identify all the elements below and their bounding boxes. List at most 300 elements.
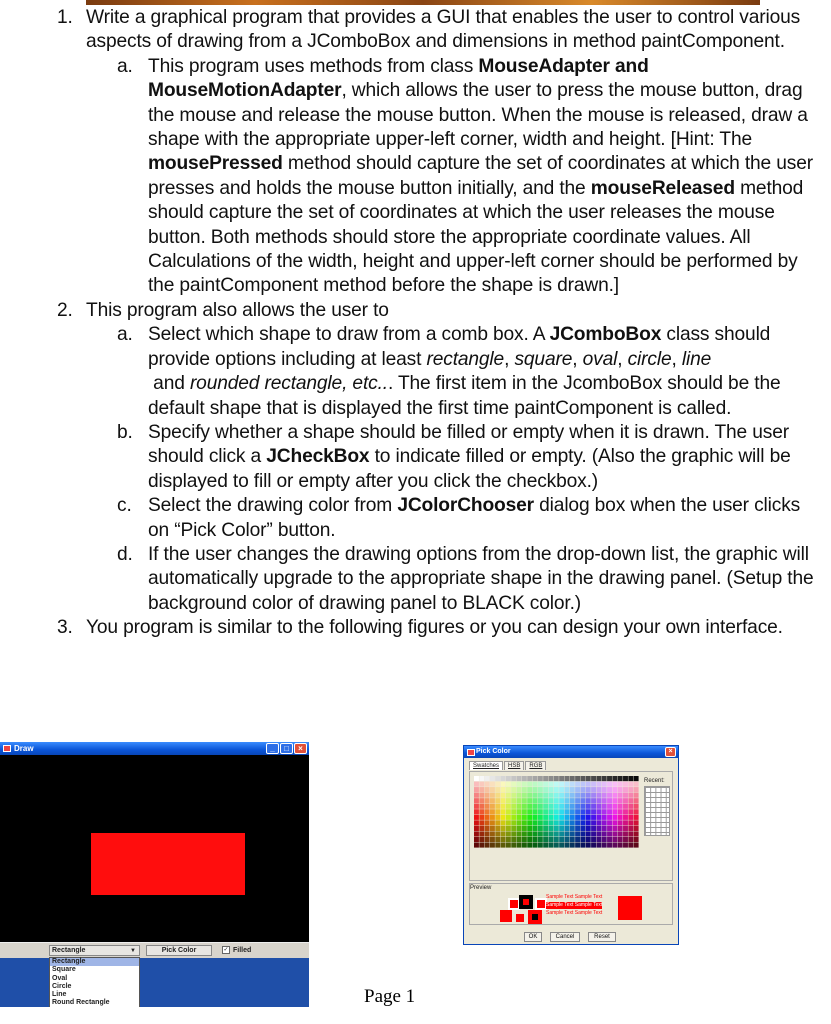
tab-rgb[interactable]: RGB bbox=[525, 761, 546, 770]
swatch-cell bbox=[596, 837, 601, 842]
swatch-cell bbox=[559, 776, 564, 781]
swatch-cell bbox=[618, 831, 623, 836]
swatch-cell bbox=[586, 837, 591, 842]
recent-swatch-grid[interactable] bbox=[644, 786, 670, 836]
swatch-cell bbox=[591, 787, 596, 792]
swatch-cell bbox=[607, 787, 612, 792]
swatch-cell bbox=[602, 798, 607, 803]
swatch-cell bbox=[612, 837, 617, 842]
swatch-cell bbox=[495, 826, 500, 831]
swatch-cell bbox=[533, 831, 538, 836]
swatch-cell bbox=[580, 804, 585, 809]
swatch-cell bbox=[538, 787, 543, 792]
swatch-cell bbox=[634, 782, 639, 787]
swatch-cell bbox=[628, 831, 633, 836]
swatch-cell bbox=[623, 798, 628, 803]
swatch-cell bbox=[554, 820, 559, 825]
swatch-cell bbox=[549, 798, 554, 803]
swatch-cell bbox=[628, 809, 633, 814]
swatch-cell bbox=[522, 826, 527, 831]
swatch-cell bbox=[538, 809, 543, 814]
swatch-cell bbox=[623, 793, 628, 798]
swatch-cell bbox=[474, 837, 479, 842]
swatch-cell bbox=[559, 842, 564, 847]
swatch-cell bbox=[549, 804, 554, 809]
swatch-cell bbox=[554, 837, 559, 842]
swatch-cell bbox=[580, 815, 585, 820]
swatch-cell bbox=[634, 831, 639, 836]
swatch-cell bbox=[623, 809, 628, 814]
sub-text: method should capture the set of coordinates at which the user releases the mouse button. Both methods should store the appropriate coordinate values. All Calculations of the width, height and upper-left corner should be performed by the paintComponent method before the shape is drawn.] bbox=[148, 177, 804, 297]
close-icon[interactable]: × bbox=[294, 743, 307, 754]
preview-swatch bbox=[516, 914, 524, 922]
swatch-cell bbox=[522, 815, 527, 820]
swatch-cell bbox=[602, 793, 607, 798]
swatch-cell bbox=[517, 782, 522, 787]
swatch-cell bbox=[586, 798, 591, 803]
swatch-cell bbox=[474, 798, 479, 803]
swatch-cell bbox=[474, 782, 479, 787]
swatch-cell bbox=[575, 798, 580, 803]
list-item-3 bbox=[0, 616, 831, 640]
app-icon bbox=[467, 749, 475, 756]
swatch-cell bbox=[501, 804, 506, 809]
swatch-cell bbox=[485, 837, 490, 842]
swatch-cell bbox=[474, 804, 479, 809]
maximize-icon[interactable]: □ bbox=[280, 743, 293, 754]
swatch-cell bbox=[575, 776, 580, 781]
swatch-cell bbox=[511, 798, 516, 803]
swatch-cell bbox=[559, 809, 564, 814]
swatch-cell bbox=[602, 831, 607, 836]
swatch-cell bbox=[596, 798, 601, 803]
swatch-cell bbox=[533, 809, 538, 814]
swatch-cell bbox=[522, 809, 527, 814]
combo-value: Rectangle bbox=[52, 947, 86, 954]
swatch-cell bbox=[495, 798, 500, 803]
swatch-cell bbox=[485, 815, 490, 820]
swatch-cell bbox=[602, 842, 607, 847]
sub-letter: b. bbox=[117, 421, 133, 443]
swatch-cell bbox=[511, 804, 516, 809]
swatch-cell bbox=[474, 793, 479, 798]
swatch-cell bbox=[533, 837, 538, 842]
desktop-background bbox=[0, 958, 309, 1007]
swatch-cell bbox=[580, 826, 585, 831]
swatch-cell bbox=[607, 842, 612, 847]
swatch-cell bbox=[618, 782, 623, 787]
sub-letter: d. bbox=[117, 543, 133, 565]
swatch-cell bbox=[506, 798, 511, 803]
swatch-cell bbox=[564, 809, 569, 814]
swatch-cell bbox=[570, 798, 575, 803]
swatch-cell bbox=[612, 787, 617, 792]
sub-text: , which allows the user to press the mouse button, drag the mouse and release the mouse button. When the mouse is released, draw a shape with the appropriate upper-left corner, width and height. [Hint: The bbox=[148, 80, 808, 151]
dropdown-option[interactable]: Line bbox=[52, 991, 67, 999]
document-body bbox=[0, 6, 831, 641]
swatch-cell bbox=[543, 787, 548, 792]
swatch-cell bbox=[538, 776, 543, 781]
swatch-cell bbox=[479, 804, 484, 809]
swatch-cell bbox=[511, 820, 516, 825]
swatch-cell bbox=[554, 842, 559, 847]
swatch-cell bbox=[511, 831, 516, 836]
swatch-cell bbox=[591, 842, 596, 847]
swatch-cell bbox=[623, 837, 628, 842]
sub-text: class should provide options including at least bbox=[148, 324, 771, 370]
sub-text: This program uses methods from class bbox=[148, 55, 479, 77]
swatch-cell bbox=[554, 776, 559, 781]
swatch-cell bbox=[517, 809, 522, 814]
swatch-cell bbox=[522, 820, 527, 825]
swatch-cell bbox=[564, 837, 569, 842]
swatch-cell bbox=[634, 815, 639, 820]
swatch-cell bbox=[527, 809, 532, 814]
app-icon bbox=[3, 745, 11, 752]
swatch-cell bbox=[575, 815, 580, 820]
swatch-cell bbox=[564, 776, 569, 781]
swatch-cell bbox=[628, 842, 633, 847]
swatch-cell bbox=[623, 842, 628, 847]
swatch-cell bbox=[522, 787, 527, 792]
swatch-cell bbox=[501, 787, 506, 792]
pick-color-button[interactable]: Pick Color bbox=[146, 945, 212, 956]
sub-item-2d bbox=[0, 543, 831, 616]
filled-checkbox[interactable]: ✓ bbox=[223, 947, 229, 953]
swatch-cell bbox=[543, 831, 548, 836]
swatch-cell bbox=[527, 831, 532, 836]
bold-term: JComboBox bbox=[549, 324, 662, 346]
swatch-cell bbox=[575, 782, 580, 787]
swatch-cell bbox=[495, 815, 500, 820]
swatch-cell bbox=[527, 804, 532, 809]
bold-term: JColorChooser bbox=[397, 495, 534, 517]
swatch-cell bbox=[628, 826, 633, 831]
swatch-cell bbox=[506, 809, 511, 814]
swatch-cell bbox=[506, 831, 511, 836]
swatch-cell bbox=[490, 782, 495, 787]
swatch-cell bbox=[570, 826, 575, 831]
swatch-cell bbox=[501, 831, 506, 836]
ok-button[interactable]: OK bbox=[524, 932, 542, 942]
item-number: 2. bbox=[57, 299, 73, 321]
reset-button[interactable]: Reset bbox=[588, 932, 616, 942]
italic-term: line bbox=[681, 348, 712, 370]
swatch-cell bbox=[586, 831, 591, 836]
swatch-cell bbox=[591, 793, 596, 798]
minimize-icon[interactable]: _ bbox=[266, 743, 279, 754]
shape-combo-box[interactable] bbox=[49, 945, 140, 956]
swatch-cell bbox=[596, 809, 601, 814]
swatch-cell bbox=[479, 787, 484, 792]
swatch-cell bbox=[618, 809, 623, 814]
swatch-cell bbox=[559, 782, 564, 787]
swatch-cell bbox=[607, 826, 612, 831]
swatch-cell bbox=[517, 815, 522, 820]
swatch-cell bbox=[506, 804, 511, 809]
swatch-cell bbox=[575, 787, 580, 792]
swatch-cell bbox=[522, 793, 527, 798]
sub-text: , bbox=[671, 348, 682, 370]
sub-text: Select the drawing color from bbox=[148, 495, 398, 517]
dropdown-option[interactable]: Rectangle bbox=[50, 958, 139, 966]
swatch-cell bbox=[602, 815, 607, 820]
swatch-cell bbox=[549, 782, 554, 787]
swatch-cell bbox=[495, 804, 500, 809]
swatch-cell bbox=[517, 776, 522, 781]
swatch-cell bbox=[485, 798, 490, 803]
swatch-cell bbox=[474, 776, 479, 781]
swatch-cell bbox=[522, 831, 527, 836]
swatch-cell bbox=[618, 793, 623, 798]
shape-dropdown-list bbox=[49, 957, 140, 1007]
sub-letter: a. bbox=[117, 55, 133, 77]
swatch-cell bbox=[479, 815, 484, 820]
swatch-cell bbox=[596, 815, 601, 820]
swatch-cell bbox=[543, 820, 548, 825]
swatch-cell bbox=[506, 793, 511, 798]
swatch-cell bbox=[618, 804, 623, 809]
swatch-cell bbox=[517, 842, 522, 847]
swatch-cell bbox=[612, 782, 617, 787]
swatch-cell bbox=[570, 804, 575, 809]
swatch-cell bbox=[607, 837, 612, 842]
swatch-cell bbox=[533, 787, 538, 792]
tab-swatches[interactable]: Swatches bbox=[469, 761, 503, 770]
swatch-cell bbox=[517, 837, 522, 842]
swatch-cell bbox=[501, 842, 506, 847]
swatch-cell bbox=[559, 826, 564, 831]
list-item-1 bbox=[0, 6, 831, 55]
swatch-cell bbox=[570, 831, 575, 836]
dropdown-option[interactable]: Oval bbox=[52, 974, 68, 982]
swatch-cell bbox=[479, 826, 484, 831]
swatch-cell bbox=[485, 809, 490, 814]
swatch-cell bbox=[628, 782, 633, 787]
swatch-cell bbox=[559, 837, 564, 842]
swatch-cell bbox=[511, 826, 516, 831]
dropdown-option[interactable]: Round Rectangle bbox=[52, 999, 110, 1007]
swatch-cell bbox=[506, 776, 511, 781]
swatch-cell bbox=[554, 804, 559, 809]
sub-text: Specify whether a shape should be filled or empty when it is drawn. The user should click a bbox=[148, 421, 789, 468]
preview-swatch bbox=[500, 910, 512, 922]
swatch-cell bbox=[580, 776, 585, 781]
swatch-cell bbox=[623, 815, 628, 820]
swatch-cell bbox=[607, 820, 612, 825]
swatch-cell bbox=[474, 842, 479, 847]
cancel-button[interactable]: Cancel bbox=[550, 932, 580, 942]
swatch-grid[interactable] bbox=[474, 776, 639, 848]
swatch-cell bbox=[522, 804, 527, 809]
swatch-cell bbox=[602, 776, 607, 781]
swatch-cell bbox=[490, 804, 495, 809]
sub-item-2a bbox=[0, 323, 831, 421]
swatch-cell bbox=[490, 831, 495, 836]
swatch-cell bbox=[517, 793, 522, 798]
swatch-cell bbox=[485, 826, 490, 831]
swatch-cell bbox=[586, 782, 591, 787]
swatch-cell bbox=[580, 787, 585, 792]
swatch-cell bbox=[533, 782, 538, 787]
dropdown-option[interactable]: Circle bbox=[52, 982, 72, 990]
window-controls bbox=[665, 747, 676, 757]
swatch-cell bbox=[607, 793, 612, 798]
swatch-cell bbox=[612, 798, 617, 803]
swatch-cell bbox=[538, 826, 543, 831]
swatch-cell bbox=[586, 793, 591, 798]
swatch-cell bbox=[586, 776, 591, 781]
swatch-cell bbox=[559, 820, 564, 825]
swatch-cell bbox=[543, 793, 548, 798]
swatch-cell bbox=[554, 815, 559, 820]
swatch-cell bbox=[533, 798, 538, 803]
swatch-cell bbox=[479, 809, 484, 814]
swatch-cell bbox=[580, 837, 585, 842]
swatch-cell bbox=[586, 826, 591, 831]
swatch-cell bbox=[533, 826, 538, 831]
italic-term: square bbox=[514, 348, 573, 370]
swatch-cell bbox=[527, 782, 532, 787]
swatch-cell bbox=[570, 793, 575, 798]
sub-text: , bbox=[572, 348, 583, 370]
swatch-cell bbox=[485, 842, 490, 847]
sub-text: method should capture the set of coordinates at which the user presses and holds the mouse button initially, and the bbox=[148, 153, 813, 199]
swatch-cell bbox=[596, 842, 601, 847]
swatch-cell bbox=[549, 809, 554, 814]
swatch-cell bbox=[506, 837, 511, 842]
swatch-cell bbox=[506, 782, 511, 787]
swatch-cell bbox=[596, 826, 601, 831]
swatch-cell bbox=[570, 776, 575, 781]
swatch-cell bbox=[495, 842, 500, 847]
swatch-cell bbox=[607, 831, 612, 836]
swatch-cell bbox=[612, 776, 617, 781]
sub-text: , bbox=[617, 348, 628, 370]
swatch-cell bbox=[517, 826, 522, 831]
dialog-titlebar bbox=[464, 746, 678, 758]
swatch-cell bbox=[564, 842, 569, 847]
swatch-cell bbox=[517, 798, 522, 803]
swatch-cell bbox=[474, 809, 479, 814]
swatch-cell bbox=[549, 793, 554, 798]
swatch-cell bbox=[618, 842, 623, 847]
swatch-cell bbox=[501, 826, 506, 831]
swatch-cell bbox=[580, 798, 585, 803]
item-text: This program also allows the user to bbox=[86, 299, 389, 321]
filled-label: Filled bbox=[233, 947, 252, 954]
sub-text: and bbox=[148, 373, 190, 395]
swatch-cell bbox=[591, 831, 596, 836]
tab-hsb[interactable]: HSB bbox=[504, 761, 524, 770]
sub-letter: a. bbox=[117, 324, 133, 346]
swatch-cell bbox=[543, 837, 548, 842]
swatch-cell bbox=[511, 837, 516, 842]
swatch-cell bbox=[628, 815, 633, 820]
swatch-cell bbox=[490, 776, 495, 781]
dropdown-option[interactable]: Square bbox=[52, 966, 76, 974]
swatch-cell bbox=[634, 820, 639, 825]
swatch-cell bbox=[495, 831, 500, 836]
swatch-cell bbox=[607, 809, 612, 814]
swatch-cell bbox=[538, 831, 543, 836]
swatch-cell bbox=[533, 842, 538, 847]
swatch-cell bbox=[575, 831, 580, 836]
swatch-cell bbox=[479, 831, 484, 836]
swatch-cell bbox=[575, 820, 580, 825]
swatch-cell bbox=[554, 798, 559, 803]
swatch-cell bbox=[612, 804, 617, 809]
swatch-cell bbox=[591, 820, 596, 825]
swatch-cell bbox=[575, 809, 580, 814]
swatch-cell bbox=[538, 815, 543, 820]
window-controls bbox=[266, 743, 307, 754]
swatch-cell bbox=[511, 776, 516, 781]
swatch-cell bbox=[559, 787, 564, 792]
swatch-cell bbox=[533, 776, 538, 781]
swatch-cell bbox=[607, 782, 612, 787]
swatch-cell bbox=[506, 826, 511, 831]
swatch-cell bbox=[596, 776, 601, 781]
swatch-cell bbox=[570, 782, 575, 787]
swatch-cell bbox=[612, 809, 617, 814]
swatch-cell bbox=[623, 820, 628, 825]
swatch-cell bbox=[634, 793, 639, 798]
preview-color-box bbox=[618, 896, 642, 920]
swatch-cell bbox=[634, 787, 639, 792]
swatch-cell bbox=[485, 782, 490, 787]
swatch-cell bbox=[575, 804, 580, 809]
swatch-cell bbox=[511, 782, 516, 787]
draw-window-titlebar bbox=[0, 742, 309, 755]
swatch-cell bbox=[490, 809, 495, 814]
swatch-cell bbox=[554, 831, 559, 836]
swatch-cell bbox=[570, 809, 575, 814]
swatch-cell bbox=[527, 820, 532, 825]
swatch-cell bbox=[628, 804, 633, 809]
bold-term: MouseAdapter and MouseMotionAdapter bbox=[148, 55, 649, 102]
swatch-cell bbox=[570, 837, 575, 842]
swatch-cell bbox=[490, 826, 495, 831]
swatch-cell bbox=[554, 809, 559, 814]
swatch-cell bbox=[618, 837, 623, 842]
swatch-cell bbox=[623, 826, 628, 831]
swatch-cell bbox=[623, 831, 628, 836]
italic-term: circle bbox=[627, 348, 672, 370]
swatch-cell bbox=[485, 831, 490, 836]
swatch-cell bbox=[533, 815, 538, 820]
close-icon[interactable]: × bbox=[665, 747, 676, 757]
swatch-cell bbox=[591, 776, 596, 781]
swatch-cell bbox=[506, 842, 511, 847]
page-number: Page 1 bbox=[364, 986, 416, 1007]
swatch-cell bbox=[602, 809, 607, 814]
swatch-cell bbox=[490, 842, 495, 847]
swatch-cell bbox=[591, 815, 596, 820]
swatch-cell bbox=[612, 842, 617, 847]
swatch-cell bbox=[596, 831, 601, 836]
swatch-cell bbox=[485, 776, 490, 781]
sub-text: to indicate filled or empty. (Also the graphic will be displayed to fill or empty after you click the checkbox.) bbox=[148, 446, 791, 492]
swatch-cell bbox=[586, 842, 591, 847]
sub-text: . The first item in the JcomboBox should be the default shape that is displayed the first time paintComponent is called. bbox=[148, 373, 781, 419]
swatch-cell bbox=[479, 837, 484, 842]
swatch-cell bbox=[543, 809, 548, 814]
swatch-cell bbox=[564, 820, 569, 825]
swatch-cell bbox=[607, 776, 612, 781]
swatch-cell bbox=[479, 782, 484, 787]
swatch-cell bbox=[607, 804, 612, 809]
